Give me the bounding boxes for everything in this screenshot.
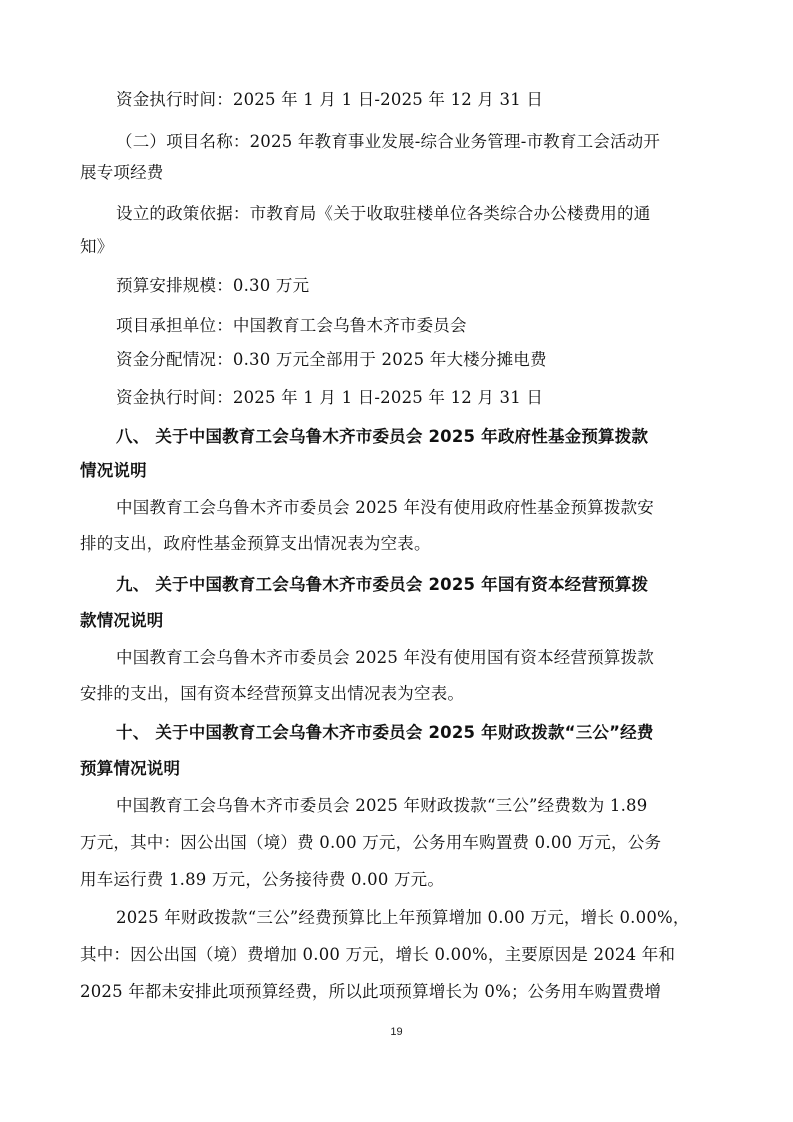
text-line: 用车运行费 1.89 万元，公务接待费 0.00 万元。 [80, 870, 445, 889]
text-line: 2025 年都未安排此项预算经费，所以此项预算增长为 0%；公务用车购置费增 [80, 982, 662, 1001]
text-line: 万元，其中：因公出国（境）费 0.00 万元，公务用车购置费 0.00 万元，公务 [80, 833, 662, 852]
section-heading-10: 十、 关于中国教育工会乌鲁木齐市委员会 2025 年财政拨款“三公”经费 [116, 723, 654, 742]
text-line: 项目承担单位：中国教育工会乌鲁木齐市委员会 [116, 316, 467, 335]
text-line: 2025 年财政拨款“三公”经费预算比上年预算增加 0.00 万元，增长 0.00%， [116, 908, 690, 927]
page-number: 19 [390, 1026, 403, 1038]
text-line: 资金执行时间：2025 年 1 月 1 日-2025 年 12 月 31 日 [116, 388, 544, 407]
text-line: 知》 [80, 237, 114, 256]
text-line: 设立的政策依据：市教育局《关于收取驻楼单位各类综合办公楼费用的通 [116, 204, 651, 223]
text-line: 排的支出，政府性基金预算支出情况表为空表。 [80, 534, 431, 553]
text-line: 预算安排规模：0.30 万元 [116, 276, 310, 295]
text-line: 安排的支出，国有资本经营预算支出情况表为空表。 [80, 684, 465, 703]
section-heading-8: 八、 关于中国教育工会乌鲁木齐市委员会 2025 年政府性基金预算拨款 [116, 427, 649, 446]
section-heading-9: 九、 关于中国教育工会乌鲁木齐市委员会 2025 年国有资本经营预算拨 [116, 575, 649, 594]
project-name-line: （二）项目名称：2025 年教育事业发展-综合业务管理-市教育工会活动开 [116, 132, 661, 151]
text-line: 展专项经费 [80, 163, 164, 182]
section-heading-10-cont: 预算情况说明 [80, 759, 181, 778]
section-heading-9-cont: 款情况说明 [80, 611, 164, 630]
text-line: 中国教育工会乌鲁木齐市委员会 2025 年财政拨款“三公”经费数为 1.89 [116, 796, 648, 815]
text-line: 中国教育工会乌鲁木齐市委员会 2025 年没有使用国有资本经营预算拨款 [116, 648, 654, 667]
text-line: 资金分配情况：0.30 万元全部用于 2025 年大楼分摊电费 [116, 350, 547, 369]
section-heading-8-cont: 情况说明 [80, 461, 147, 480]
text-line: 其中：因公出国（境）费增加 0.00 万元，增长 0.00%，主要原因是 2024 年和 [80, 945, 676, 964]
text-line: 中国教育工会乌鲁木齐市委员会 2025 年没有使用政府性基金预算拨款安 [116, 498, 654, 517]
text-line: 资金执行时间：2025 年 1 月 1 日-2025 年 12 月 31 日 [116, 90, 544, 109]
